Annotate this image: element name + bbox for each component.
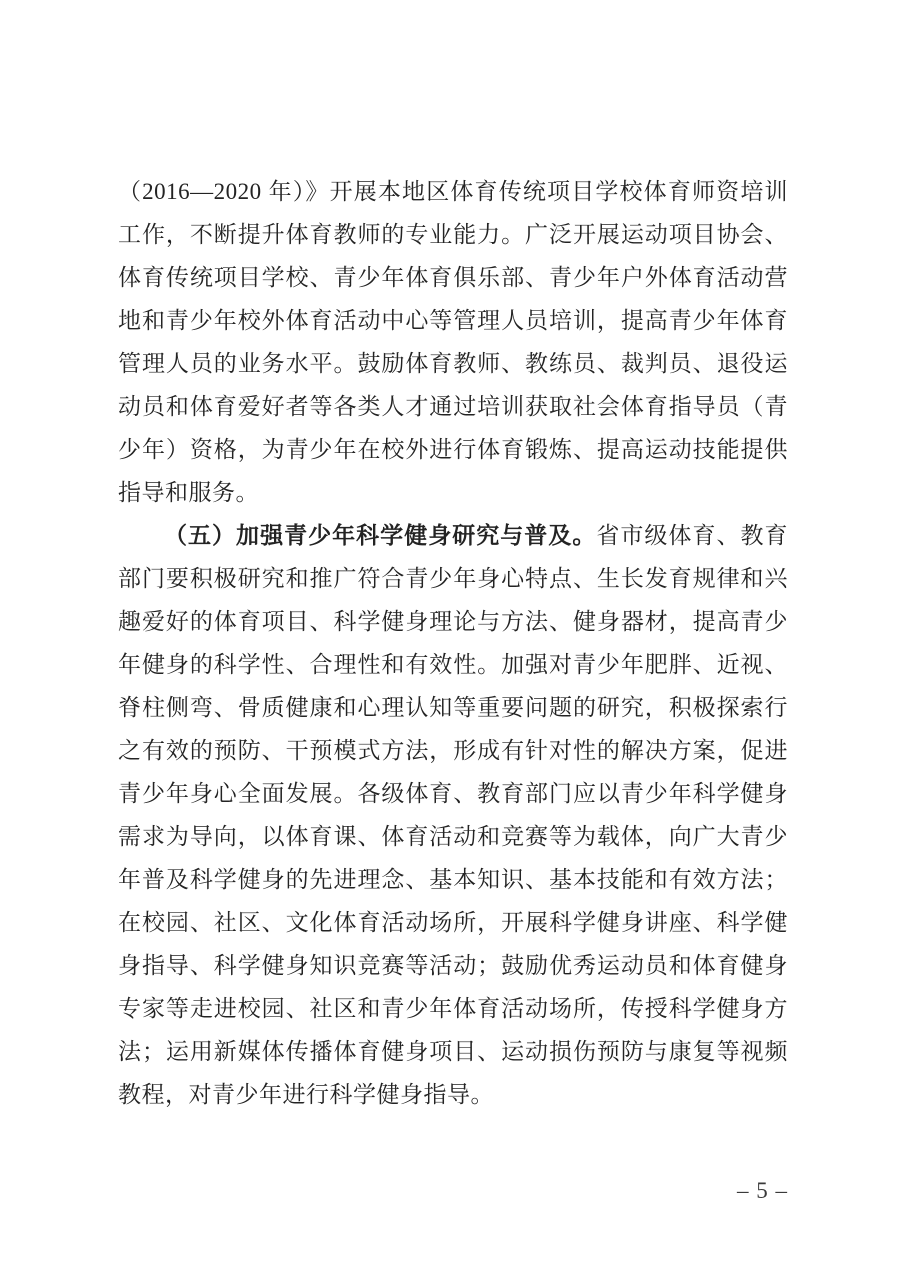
text-line — [118, 643, 788, 686]
text-line — [118, 600, 788, 643]
body-text: 年普及科学健身的先进理念、基本知识、基本技能和有效方法； — [118, 867, 788, 892]
paragraph-section-5 — [118, 514, 788, 1116]
text-line — [118, 1030, 788, 1073]
body-text: 青少年身心全面发展。各级体育、教育部门应以青少年科学健身 — [118, 781, 788, 806]
body-text: 少年）资格，为青少年在校外进行体育锻炼、提高运动技能提供 — [118, 437, 788, 462]
body-text: 脊柱侧弯、骨质健康和心理认知等重要问题的研究，积极探索行 — [118, 695, 788, 720]
body-text: 专家等走进校园、社区和青少年体育活动场所，传授科学健身方 — [118, 996, 788, 1021]
text-line — [118, 729, 788, 772]
body-text: 需求为导向，以体育课、体育活动和竞赛等为载体，向广大青少 — [118, 824, 788, 849]
text-line — [118, 256, 788, 299]
body-text: 工作，不断提升体育教师的专业能力。广泛开展运动项目协会、 — [118, 222, 788, 247]
text-line — [118, 944, 788, 987]
text-line — [118, 1073, 788, 1116]
body-text: 身指导、科学健身知识竞赛等活动；鼓励优秀运动员和体育健身 — [118, 953, 788, 978]
text-line — [118, 170, 788, 213]
text-line — [118, 428, 788, 471]
body-text: 地和青少年校外体育活动中心等管理人员培训，提高青少年体育 — [118, 308, 788, 333]
body-text: 体育传统项目学校、青少年体育俱乐部、青少年户外体育活动营 — [118, 265, 788, 290]
text-line — [118, 686, 788, 729]
body-text: 法；运用新媒体传播体育健身项目、运动损伤预防与康复等视频 — [118, 1039, 788, 1064]
body-text: 部门要积极研究和推广符合青少年身心特点、生长发育规律和兴 — [118, 566, 788, 591]
body-text: 指导和服务。 — [118, 480, 259, 505]
body-text: 教程，对青少年进行科学健身指导。 — [118, 1082, 494, 1107]
text-line — [118, 471, 788, 514]
body-text: 省市级体育、教育 — [596, 523, 788, 548]
paragraph-continuation — [118, 170, 788, 514]
section-heading-text: （五）加强青少年科学健身研究与普及。 — [164, 523, 597, 548]
body-text: 之有效的预防、干预模式方法，形成有针对性的解决方案，促进 — [118, 738, 788, 763]
page-footer — [737, 1176, 788, 1206]
text-line — [118, 557, 788, 600]
document-body — [118, 170, 788, 1116]
text-line — [118, 815, 788, 858]
text-line — [118, 385, 788, 428]
text-line — [118, 514, 788, 557]
text-line — [118, 987, 788, 1030]
body-text: 在校园、社区、文化体育活动场所，开展科学健身讲座、科学健 — [118, 910, 788, 935]
text-line — [118, 858, 788, 901]
text-line — [118, 901, 788, 944]
page-number: – 5 – — [737, 1178, 788, 1203]
body-text: 管理人员的业务水平。鼓励体育教师、教练员、裁判员、退役运 — [118, 351, 788, 376]
body-text: 动员和体育爱好者等各类人才通过培训获取社会体育指导员（青 — [118, 394, 788, 419]
body-text: 趣爱好的体育项目、科学健身理论与方法、健身器材，提高青少 — [118, 609, 788, 634]
body-text: （2016—2020 年）》开展本地区体育传统项目学校体育师资培训 — [118, 179, 788, 204]
body-text: 年健身的科学性、合理性和有效性。加强对青少年肥胖、近视、 — [118, 652, 788, 677]
text-line — [118, 772, 788, 815]
text-line — [118, 342, 788, 385]
text-line — [118, 213, 788, 256]
text-line — [118, 299, 788, 342]
